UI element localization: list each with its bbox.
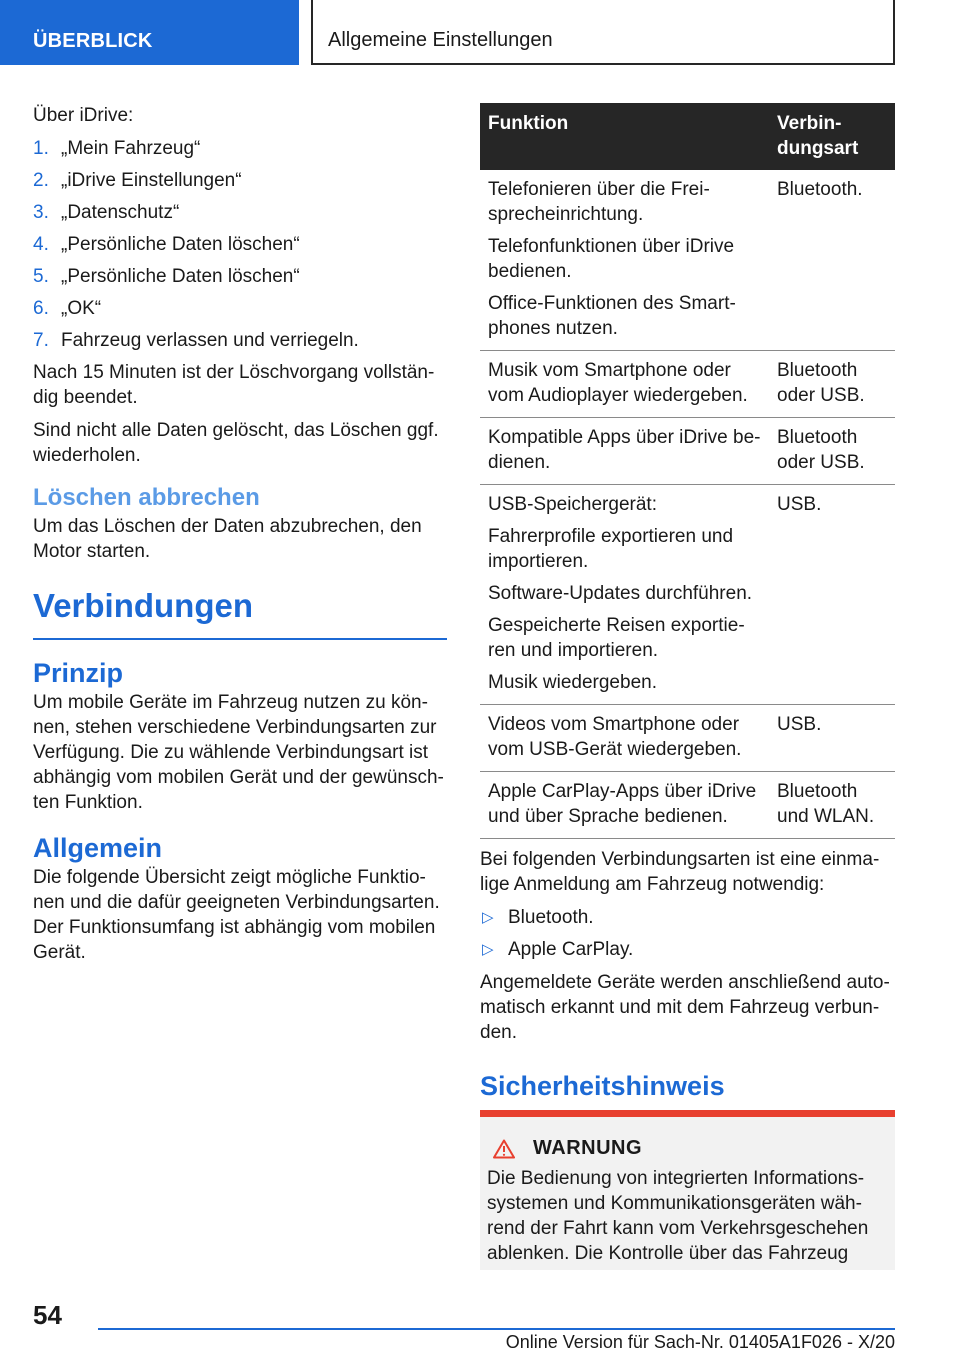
principle-heading: Prinzip bbox=[33, 658, 124, 688]
function-line: Telefonfunktionen über iDrive bedienen. bbox=[488, 236, 735, 282]
bullet-list bbox=[480, 905, 895, 962]
step-number: 5. bbox=[33, 266, 49, 287]
function-line: Telefonieren über die Freisprecheinrichtung. bbox=[488, 179, 710, 225]
step-item bbox=[33, 136, 447, 161]
table-cell-function bbox=[480, 485, 769, 705]
table-cell-function bbox=[480, 170, 769, 351]
step-text: „Mein Fahrzeug“ bbox=[61, 138, 201, 159]
header-section-tab bbox=[0, 0, 299, 65]
warning-box bbox=[480, 1110, 895, 1270]
function-line: USB-Speichergerät: bbox=[488, 494, 657, 515]
step-list bbox=[33, 136, 447, 353]
step-text: „Persönliche Daten löschen“ bbox=[61, 266, 300, 287]
function-line: Kompatible Apps über iDrive bedienen. bbox=[488, 427, 761, 473]
step-text: „iDrive Einstellungen“ bbox=[61, 170, 242, 191]
step-text: „OK“ bbox=[61, 298, 102, 319]
function-line: Videos vom Smartphone oder vom USB-Gerät wiedergeben. bbox=[488, 714, 742, 760]
step-item bbox=[33, 296, 447, 321]
step-text: „Persönliche Daten löschen“ bbox=[61, 234, 300, 255]
bullet-text: Apple CarPlay. bbox=[508, 939, 634, 960]
step-item bbox=[33, 232, 447, 257]
safety-heading: Sicherheitshinweis bbox=[480, 1071, 725, 1101]
table-cell-connection: USB. bbox=[769, 485, 895, 705]
step-number: 3. bbox=[33, 202, 49, 223]
footer-divider bbox=[98, 1328, 895, 1330]
table-cell-connection: Bluetooth oder USB. bbox=[769, 418, 895, 485]
triangle-bullet-icon: ▷ bbox=[482, 909, 494, 926]
warning-label: WARNUNG bbox=[533, 1137, 643, 1159]
warning-text: Die Bedienung von integrierten Informationssystemen und Kommunikationsgeräten während der Fahrt kann vom Verkehrsgeschehen ablenken. Die Kontrolle über das Fahrzeug bbox=[487, 1168, 869, 1264]
table-cell-connection: Bluetooth und WLAN. bbox=[769, 772, 895, 839]
table-row bbox=[480, 485, 895, 705]
paragraph-repeat: Sind nicht alle Daten gelöscht, das Löschen ggf. wiederholen. bbox=[33, 420, 439, 466]
step-item bbox=[33, 328, 447, 353]
bullet-text: Bluetooth. bbox=[508, 907, 594, 928]
warning-triangle-icon bbox=[493, 1139, 515, 1159]
step-number: 1. bbox=[33, 138, 49, 159]
table-row bbox=[480, 418, 895, 485]
table-row bbox=[480, 170, 895, 351]
connection-table bbox=[480, 103, 895, 839]
function-line: Fahrerprofile exportieren und importieren. bbox=[488, 526, 734, 572]
step-text: „Datenschutz“ bbox=[61, 202, 180, 223]
step-number: 7. bbox=[33, 330, 49, 351]
left-column bbox=[33, 103, 447, 973]
function-line: Apple CarPlay-Apps über iDrive und über Sprache bedienen. bbox=[488, 781, 757, 827]
table-cell-function bbox=[480, 705, 769, 772]
footer-online-version: Online Version für Sach-Nr. 01405A1F026 - X/20 bbox=[505, 1332, 895, 1352]
step-number: 2. bbox=[33, 170, 49, 191]
table-header-connection: Verbindungsart bbox=[769, 103, 895, 170]
step-number: 4. bbox=[33, 234, 49, 255]
general-heading: Allgemein bbox=[33, 833, 163, 863]
step-text: Fahrzeug verlassen und verriegeln. bbox=[61, 330, 359, 351]
auto-recognition-text: Angemeldete Geräte werden anschließend automatisch erkannt und mit dem Fahrzeug verbunden. bbox=[480, 972, 890, 1043]
header-chapter-label: Allgemeine Einstellungen bbox=[328, 29, 553, 51]
registration-text: Bei folgenden Verbindungsarten ist eine einmalige Anmeldung am Fahrzeug notwendig: bbox=[480, 849, 880, 895]
bullet-item bbox=[480, 905, 895, 930]
cancel-heading: Löschen abbrechen bbox=[33, 484, 260, 511]
function-line: Office-Funktionen des Smartphones nutzen. bbox=[488, 293, 736, 339]
cancel-text: Um das Löschen der Daten abzubrechen, den Motor starten. bbox=[33, 516, 422, 562]
table-row bbox=[480, 351, 895, 418]
table-cell-connection: Bluetooth oder USB. bbox=[769, 351, 895, 418]
header-section-label: ÜBERBLICK bbox=[33, 30, 153, 52]
warning-header bbox=[493, 1137, 895, 1160]
table-row bbox=[480, 705, 895, 772]
table-cell-connection: Bluetooth. bbox=[769, 170, 895, 351]
step-number: 6. bbox=[33, 298, 49, 319]
page-number: 54 bbox=[33, 1300, 62, 1330]
intro-text: Über iDrive: bbox=[33, 105, 134, 126]
function-line: Gespeicherte Reisen exportieren und importieren. bbox=[488, 615, 745, 661]
bullet-item bbox=[480, 937, 895, 962]
table-header-function: Funktion bbox=[480, 103, 769, 170]
function-line: Software-Updates durchführen. bbox=[488, 583, 753, 604]
table-row bbox=[480, 772, 895, 839]
connections-heading: Verbindungen bbox=[33, 586, 447, 640]
general-text: Die folgende Übersicht zeigt mögliche Funktionen und die dafür geeigneten Verbindungsarten. Der Funktionsumfang ist abhängig vom mobilen Gerät. bbox=[33, 867, 440, 963]
step-item bbox=[33, 168, 447, 193]
function-line: Musik wiedergeben. bbox=[488, 672, 657, 693]
step-item bbox=[33, 200, 447, 225]
principle-text: Um mobile Geräte im Fahrzeug nutzen zu können, stehen verschiedene Verbindungsarten zur Verfügung. Die zu wählende Verbindungsart ist abhängig vom mobilen Gerät und der gewünschten Funktion. bbox=[33, 692, 444, 813]
table-cell-function bbox=[480, 772, 769, 839]
header-chapter-box bbox=[311, 0, 895, 65]
right-column bbox=[480, 847, 895, 1101]
function-line: Musik vom Smartphone oder vom Audioplayer wiedergeben. bbox=[488, 360, 748, 406]
table-cell-connection: USB. bbox=[769, 705, 895, 772]
table-cell-function bbox=[480, 351, 769, 418]
step-item bbox=[33, 264, 447, 289]
triangle-bullet-icon: ▷ bbox=[482, 941, 494, 958]
paragraph-duration: Nach 15 Minuten ist der Löschvorgang vollständig beendet. bbox=[33, 362, 435, 408]
table-header-row bbox=[480, 103, 895, 170]
table-cell-function bbox=[480, 418, 769, 485]
